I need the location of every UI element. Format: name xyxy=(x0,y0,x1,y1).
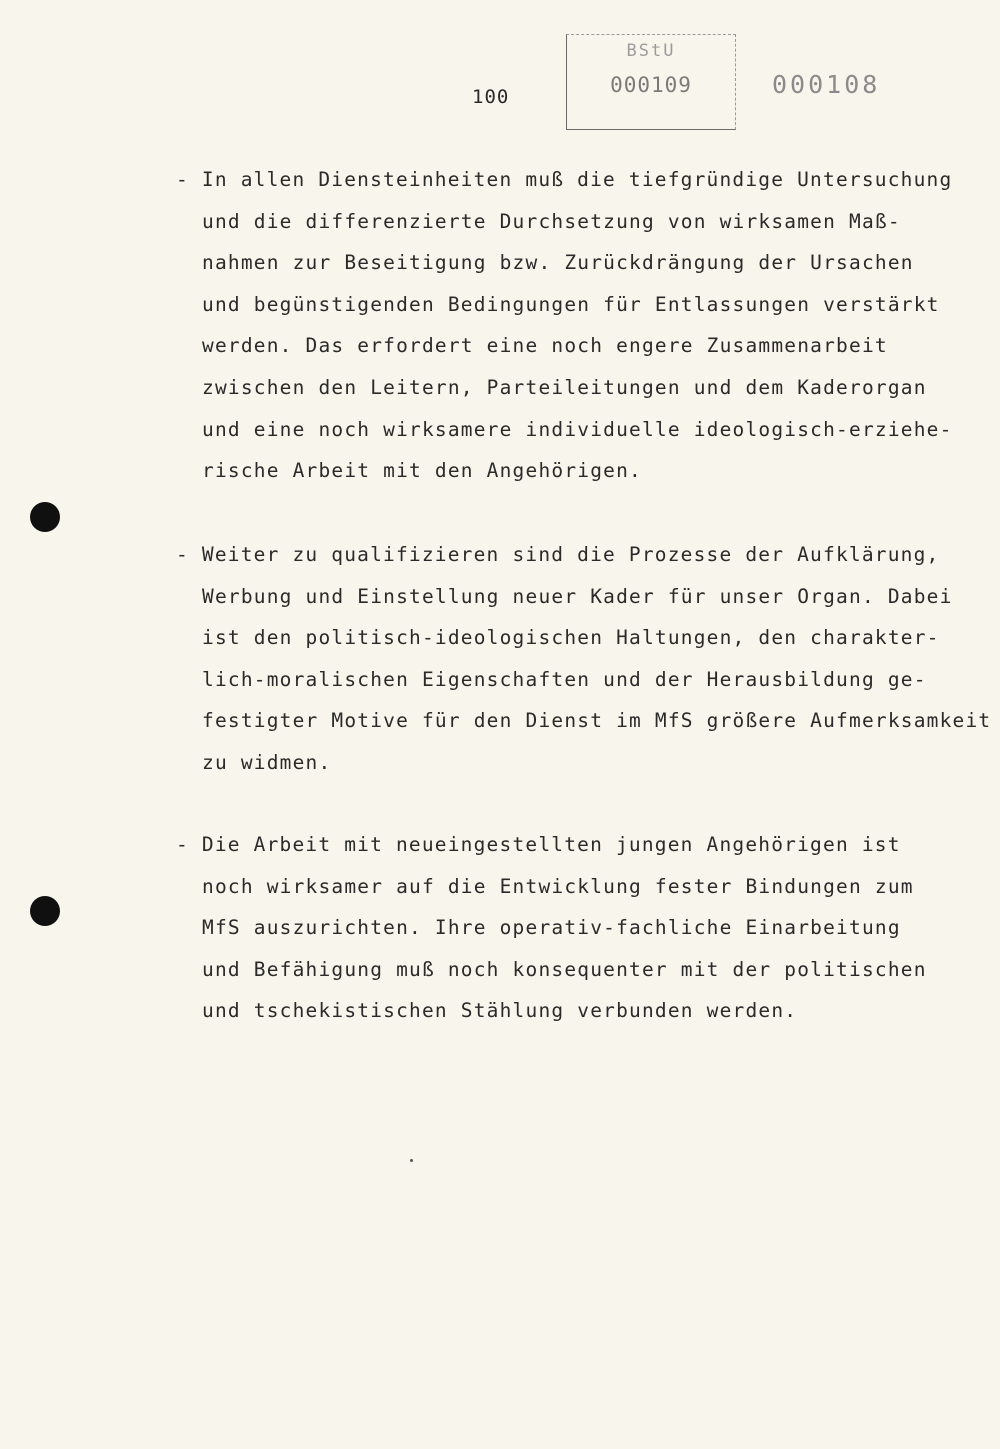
text-line: rische Arbeit mit den Angehörigen. xyxy=(202,459,642,483)
text-line: MfS auszurichten. Ihre operativ-fachliche Einarbeitung xyxy=(202,916,901,940)
text-line: und tschekistischen Stählung verbunden werden. xyxy=(202,999,798,1023)
text-line: - Die Arbeit mit neueingestellten jungen Angehörigen ist xyxy=(176,833,901,856)
text-line: und die differenzierte Durchsetzung von wirksamen Maß- xyxy=(202,209,901,233)
text-line: und begünstigenden Bedingungen für Entlassungen verstärkt xyxy=(202,292,940,316)
text-line: zwischen den Leitern, Parteileitungen und dem Kaderorgan xyxy=(202,375,927,399)
stray-mark xyxy=(410,1159,413,1162)
archive-number: 000108 xyxy=(772,70,881,99)
bullet-paragraph xyxy=(176,162,976,495)
punch-hole xyxy=(30,502,60,532)
stamp-number: 000109 xyxy=(610,73,692,97)
text-line: zu widmen. xyxy=(202,750,332,774)
text-line: werden. Das erfordert eine noch engere Zusammenarbeit xyxy=(202,334,888,358)
text-line: noch wirksamer auf die Entwicklung fester Bindungen zum xyxy=(202,874,914,898)
text-line: - Weiter zu qualifizieren sind die Prozesse der Aufklärung, xyxy=(176,543,940,566)
text-line: und eine noch wirksamere individuelle ideologisch-erziehe- xyxy=(202,417,953,441)
text-line: Werbung und Einstellung neuer Kader für unser Organ. Dabei xyxy=(202,584,953,608)
archive-stamp xyxy=(566,34,736,130)
text-line: ist den politisch-ideologischen Haltungen, den charakter- xyxy=(202,626,940,650)
bullet-paragraph xyxy=(176,827,976,1035)
page-number: 100 xyxy=(472,86,510,108)
text-line: festigter Motive für den Dienst im MfS größere Aufmerksamkeit xyxy=(202,709,992,733)
text-line: und Befähigung muß noch konsequenter mit der politischen xyxy=(202,957,927,981)
bullet-paragraph xyxy=(176,537,992,787)
text-line: - In allen Diensteinheiten muß die tiefgründige Untersuchung xyxy=(176,168,953,191)
stamp-agency-label: BStU xyxy=(626,41,676,61)
text-line: nahmen zur Beseitigung bzw. Zurückdrängung der Ursachen xyxy=(202,251,914,275)
punch-hole xyxy=(30,896,60,926)
text-line: lich-moralischen Eigenschaften und der Herausbildung ge- xyxy=(202,667,927,691)
